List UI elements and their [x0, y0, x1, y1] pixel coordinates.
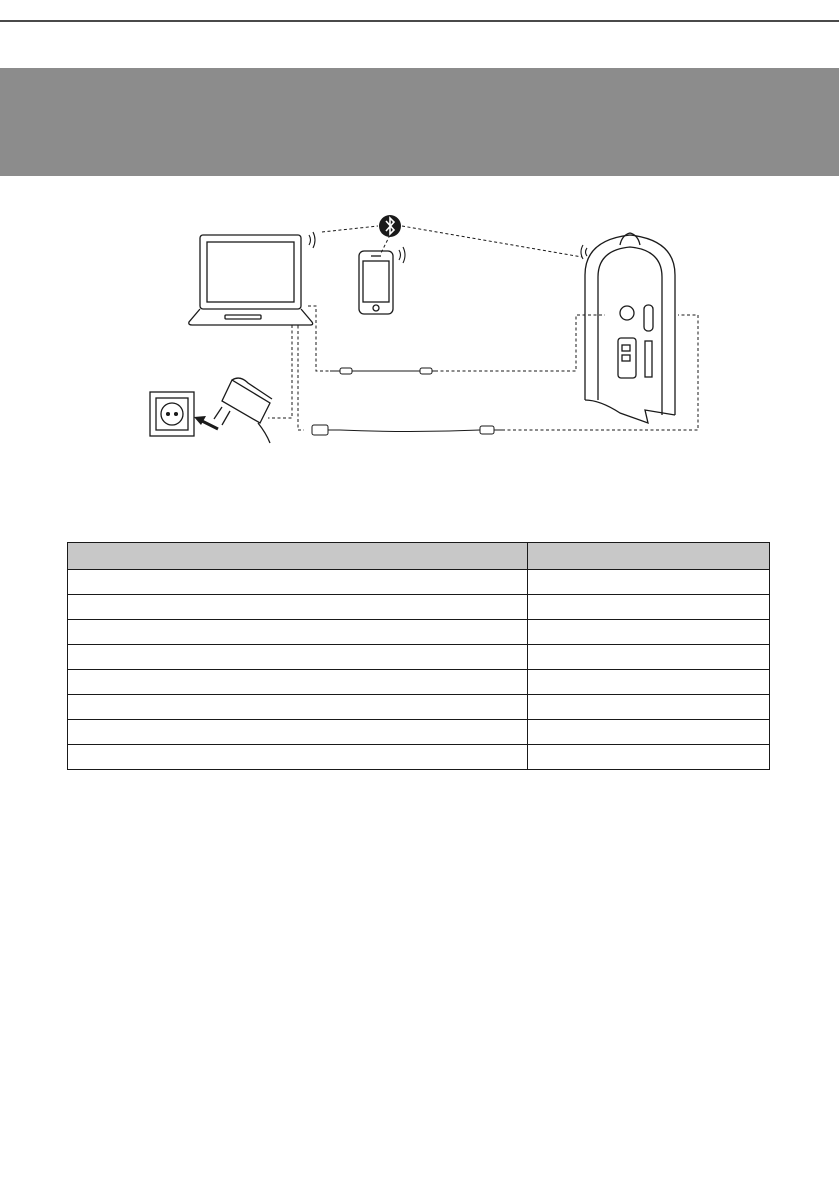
table-row: [68, 695, 770, 720]
table-row: [68, 620, 770, 645]
speaker-icon: [585, 233, 675, 423]
laptop-signal-icon: [309, 232, 315, 248]
table-cell: [68, 745, 528, 770]
table-cell: [528, 720, 770, 745]
power-adapter-icon: [214, 378, 272, 443]
audio-cable-icon: [330, 368, 435, 374]
table-cell: [528, 670, 770, 695]
table-cell: [528, 745, 770, 770]
table-cell: [528, 595, 770, 620]
table-header-cell: [528, 543, 770, 570]
table-cell: [68, 670, 528, 695]
laptop-icon: [189, 235, 313, 325]
spec-table: [67, 542, 770, 770]
table-cell: [528, 620, 770, 645]
table-row: [68, 670, 770, 695]
table-row: [68, 745, 770, 770]
connection-diagram: [130, 205, 710, 445]
wall-socket-icon: [150, 392, 194, 436]
table-cell: [528, 645, 770, 670]
table-cell: [528, 570, 770, 595]
top-rule: [0, 20, 839, 22]
wired-links: [268, 306, 698, 430]
table-cell: [68, 695, 528, 720]
table-row: [68, 570, 770, 595]
table-header-cell: [68, 543, 528, 570]
table-cell: [68, 720, 528, 745]
table-row: [68, 720, 770, 745]
usb-cable-icon: [312, 425, 502, 435]
table-cell: [68, 595, 528, 620]
speaker-signal-icon: [581, 245, 587, 259]
table-row: [68, 645, 770, 670]
phone-signal-icon: [399, 247, 405, 263]
table-row: [68, 595, 770, 620]
table-cell: [528, 695, 770, 720]
table-cell: [68, 645, 528, 670]
table-cell: [68, 570, 528, 595]
bluetooth-icon: [379, 215, 401, 237]
table-header-row: [68, 543, 770, 570]
header-band: [0, 68, 839, 176]
smartphone-icon: [359, 251, 393, 314]
table-cell: [68, 620, 528, 645]
